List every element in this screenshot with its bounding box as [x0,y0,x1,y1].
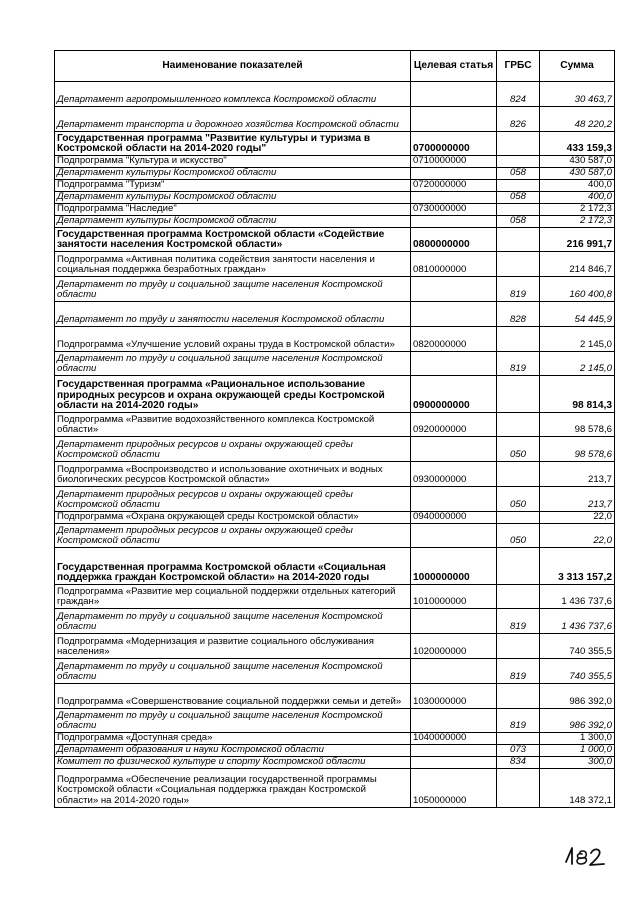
row-sum: 213,7 [540,462,615,487]
table-row [55,659,615,684]
row-name: Департамент по труду и социальной защите населения Костромской области [55,709,411,733]
table-row [55,327,615,352]
table-row [55,277,615,302]
row-grbs [497,228,540,252]
row-name: Департамент по труду и занятости населения Костромской области [55,302,411,327]
row-name: Департамент культуры Костромской области [55,192,411,204]
row-sum: 3 313 157,2 [540,548,615,585]
row-sum: 48 220,2 [540,107,615,132]
row-code [411,277,497,302]
row-grbs [497,684,540,709]
row-name: Департамент культуры Костромской области [55,168,411,180]
row-name: Государственная программа Костромской области «Социальная поддержка граждан Костромской области» на 2014-2020 годы [55,548,411,585]
row-grbs [497,768,540,807]
row-code: 0940000000 [411,512,497,524]
table-row [55,216,615,228]
row-sum: 1 300,0 [540,733,615,745]
row-name: Департамент образования и науки Костромской области [55,745,411,757]
table-body [55,82,615,808]
row-code [411,659,497,684]
row-grbs: 073 [497,745,540,757]
row-code [411,82,497,107]
row-sum: 986 392,0 [540,709,615,733]
row-name: Департамент по труду и социальной защите населения Костромской области [55,277,411,302]
table-row [55,684,615,709]
row-name: Подпрограмма «Обеспечение реализации государственной программы Костромской области «Социальная поддержка граждан Костромской области» на 2014-2020 годы» [55,768,411,807]
row-sum: 30 463,7 [540,82,615,107]
row-name: Подпрограмма «Активная политика содействия занятости населения и социальная поддержка безработных граждан» [55,252,411,277]
table-row [55,524,615,548]
row-grbs [497,252,540,277]
row-grbs [497,634,540,659]
row-sum: 22,0 [540,512,615,524]
row-sum: 400,0 [540,180,615,192]
row-name: Департамент агропромышленного комплекса Костромской области [55,82,411,107]
row-grbs: 828 [497,302,540,327]
table-row [55,82,615,107]
row-grbs: 058 [497,216,540,228]
row-code: 1030000000 [411,684,497,709]
row-name: Департамент транспорта и дорожного хозяйства Костромской области [55,107,411,132]
row-name: Подпрограмма «Охрана окружающей среды Костромской области» [55,512,411,524]
table-row [55,156,615,168]
row-name: Подпрограмма «Совершенствование социальной поддержки семьи и детей» [55,684,411,709]
header-name: Наименование показателей [55,51,411,82]
row-grbs: 826 [497,107,540,132]
row-grbs: 819 [497,709,540,733]
row-name: Департамент природных ресурсов и охраны окружающей среды Костромской области [55,524,411,548]
row-name: Департамент культуры Костромской области [55,216,411,228]
row-sum: 1 436 737,6 [540,609,615,634]
row-code: 0810000000 [411,252,497,277]
table-row [55,437,615,462]
row-code: 0800000000 [411,228,497,252]
row-code [411,756,497,768]
table-row [55,609,615,634]
row-sum: 986 392,0 [540,684,615,709]
row-sum: 214 846,7 [540,252,615,277]
row-name: Подпрограмма "Наследие" [55,204,411,216]
row-grbs [497,413,540,437]
row-grbs [497,548,540,585]
row-code: 1020000000 [411,634,497,659]
row-grbs: 050 [497,437,540,462]
row-grbs: 050 [497,487,540,512]
row-name: Подпрограмма «Развитие мер социальной поддержки отдельных категорий граждан» [55,585,411,609]
row-sum: 430 587,0 [540,156,615,168]
row-sum: 98 814,3 [540,376,615,413]
row-sum: 22,0 [540,524,615,548]
table-row [55,634,615,659]
row-sum: 1 436 737,6 [540,585,615,609]
row-code [411,192,497,204]
header-code: Целевая статья [411,51,497,82]
row-sum: 216 991,7 [540,228,615,252]
row-code: 0700000000 [411,132,497,156]
table-row [55,512,615,524]
row-name: Подпрограмма «Улучшение условий охраны труда в Костромской области» [55,327,411,352]
table-row [55,180,615,192]
row-grbs: 824 [497,82,540,107]
table-row [55,204,615,216]
table-row [55,756,615,768]
row-code: 1040000000 [411,733,497,745]
row-name: Подпрограмма "Культура и искусство" [55,156,411,168]
row-code: 1010000000 [411,585,497,609]
row-name: Департамент по труду и социальной защите населения Костромской области [55,352,411,376]
row-name: Государственная программа «Рациональное использование природных ресурсов и охрана окружающей среды Костромской области на 2014-2020 годы» [55,376,411,413]
row-name: Подпрограмма «Воспроизводство и использование охотничьих и водных биологических ресурсов Костромской области» [55,462,411,487]
table-header-row [55,51,615,82]
row-sum: 2 145,0 [540,327,615,352]
row-name: Подпрограмма «Доступная среда» [55,733,411,745]
row-sum: 433 159,3 [540,132,615,156]
handwritten-page-number [562,842,610,868]
row-name: Подпрограмма "Туризм" [55,180,411,192]
row-code [411,524,497,548]
row-code [411,107,497,132]
row-name: Подпрограмма «Модернизация и развитие социального обслуживания населения» [55,634,411,659]
row-code [411,745,497,757]
table-row [55,132,615,156]
row-grbs: 819 [497,659,540,684]
row-grbs [497,156,540,168]
table-row [55,107,615,132]
row-sum: 213,7 [540,487,615,512]
row-code [411,302,497,327]
table-row [55,548,615,585]
row-sum: 98 578,6 [540,413,615,437]
table-row [55,252,615,277]
row-grbs [497,462,540,487]
row-grbs [497,204,540,216]
table-row [55,745,615,757]
row-grbs: 819 [497,277,540,302]
row-name: Департамент природных ресурсов и охраны окружающей среды Костромской области [55,487,411,512]
table-row [55,585,615,609]
row-name: Департамент по труду и социальной защите населения Костромской области [55,609,411,634]
row-grbs: 819 [497,352,540,376]
row-grbs [497,327,540,352]
row-grbs [497,512,540,524]
row-sum: 160 400,8 [540,277,615,302]
table-row [55,302,615,327]
row-sum: 2 145,0 [540,352,615,376]
row-grbs: 050 [497,524,540,548]
table-row [55,768,615,807]
row-grbs [497,585,540,609]
row-name: Департамент по труду и социальной защите населения Костромской области [55,659,411,684]
row-code [411,487,497,512]
row-code: 0930000000 [411,462,497,487]
row-code [411,168,497,180]
row-grbs [497,376,540,413]
row-grbs: 819 [497,609,540,634]
row-grbs: 058 [497,192,540,204]
row-code [411,437,497,462]
row-code: 1000000000 [411,548,497,585]
table-row [55,192,615,204]
row-name: Подпрограмма «Развитие водохозяйственного комплекса Костромской области» [55,413,411,437]
header-sum: Сумма [540,51,615,82]
row-code [411,709,497,733]
row-name: Государственная программа Костромской области «Содействие занятости населения Костромской области» [55,228,411,252]
row-name: Комитет по физической культуре и спорту Костромской области [55,756,411,768]
table-row [55,413,615,437]
row-code: 0820000000 [411,327,497,352]
row-name: Департамент природных ресурсов и охраны окружающей среды Костромской области [55,437,411,462]
row-sum: 98 578,6 [540,437,615,462]
table-row [55,352,615,376]
row-code [411,216,497,228]
row-sum: 148 372,1 [540,768,615,807]
row-sum: 300,0 [540,756,615,768]
row-code: 0920000000 [411,413,497,437]
header-grbs: ГРБС [497,51,540,82]
row-code: 0710000000 [411,156,497,168]
row-grbs [497,733,540,745]
table-row [55,228,615,252]
table-row [55,709,615,733]
row-grbs: 834 [497,756,540,768]
table-row [55,376,615,413]
row-sum: 54 445,9 [540,302,615,327]
table-row [55,487,615,512]
row-code: 0900000000 [411,376,497,413]
row-name: Государственная программа "Развитие культуры и туризма в Костромской области на 2014-2020 годы" [55,132,411,156]
row-grbs [497,180,540,192]
row-code [411,352,497,376]
row-code: 0720000000 [411,180,497,192]
row-grbs [497,132,540,156]
row-sum: 740 355,5 [540,659,615,684]
table-row [55,168,615,180]
row-grbs: 058 [497,168,540,180]
row-code: 0730000000 [411,204,497,216]
row-code: 1050000000 [411,768,497,807]
row-sum: 740 355,5 [540,634,615,659]
row-code [411,609,497,634]
table-row [55,462,615,487]
budget-table [54,50,615,808]
row-sum: 400,0 [540,192,615,204]
row-sum: 1 000,0 [540,745,615,757]
table-row [55,733,615,745]
row-sum: 2 172,3 [540,216,615,228]
row-sum: 2 172,3 [540,204,615,216]
row-sum: 430 587,0 [540,168,615,180]
